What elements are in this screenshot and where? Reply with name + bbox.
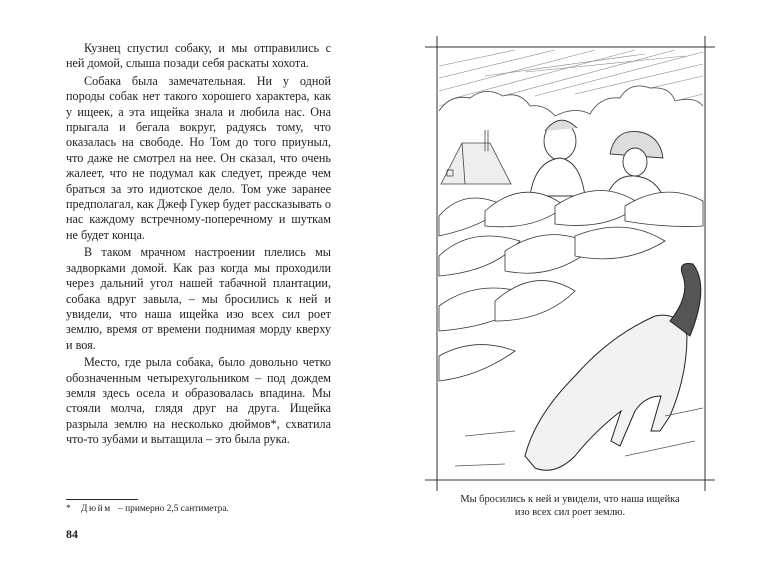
caption-line: изо всех сил роет землю. <box>514 507 626 518</box>
footnote <box>66 503 229 515</box>
footnote-text: – примерно 2,5 сантиметра. <box>118 504 229 514</box>
paragraph: Собака была замечательная. Ни у одной породы собак нет такого хорошего характера, как у ищеек, а эта ищейка знала и любила нас. Она прыгала и бегала вокруг, радуясь тому, что оказалась на свободе. Но Том до того приуныл, что даже не смотрел на нее. Он сказал, что очень жалеет, что не подумал как следует, прежде чем браться за это идиотское дело. Том уже заранее предполагал, как Джеф Гукер будет рассказывать о нас каждому встречному-поперечному и шуткам не будет конца. <box>66 73 331 242</box>
boy-right <box>605 131 665 201</box>
illustration <box>425 36 715 491</box>
illustration-caption <box>425 493 715 519</box>
paragraph: Место, где рыла собака, было довольно четко обозначенным четырехугольником – под дождем земля здесь осела и образовалась впадина. Мы стояли молча, глядя друг на друга. Ищейка разрыла землю на несколько дюймов*, схватила что-то зубами и вытащила – это была рука. <box>66 355 331 447</box>
farmhouse <box>441 130 511 184</box>
right-page <box>385 0 770 578</box>
footnote-marker: * <box>66 504 71 514</box>
footnote-divider <box>66 499 138 500</box>
paragraph: В таком мрачном настроении плелись мы задворками домой. Как раз когда мы проходили через дальний угол нашей табачной плантации, собака вдруг завыла, – мы бросились к ней и увидели, что наша ищейка изо всех сил роет землю, время от времени поднимая морду кверху и воя. <box>66 245 331 352</box>
caption-line: Мы бросились к ней и увидели, что наша ищейка <box>460 494 680 505</box>
footnote-term: Дюйм <box>81 504 112 514</box>
clouds <box>439 86 703 116</box>
paragraph: Кузнец спустил собаку, и мы отправились с ней домой, слыша позади себя раскаты хохота. <box>66 41 331 71</box>
boy-left <box>530 120 585 196</box>
body-text <box>66 41 331 450</box>
page-number: 84 <box>66 527 78 541</box>
